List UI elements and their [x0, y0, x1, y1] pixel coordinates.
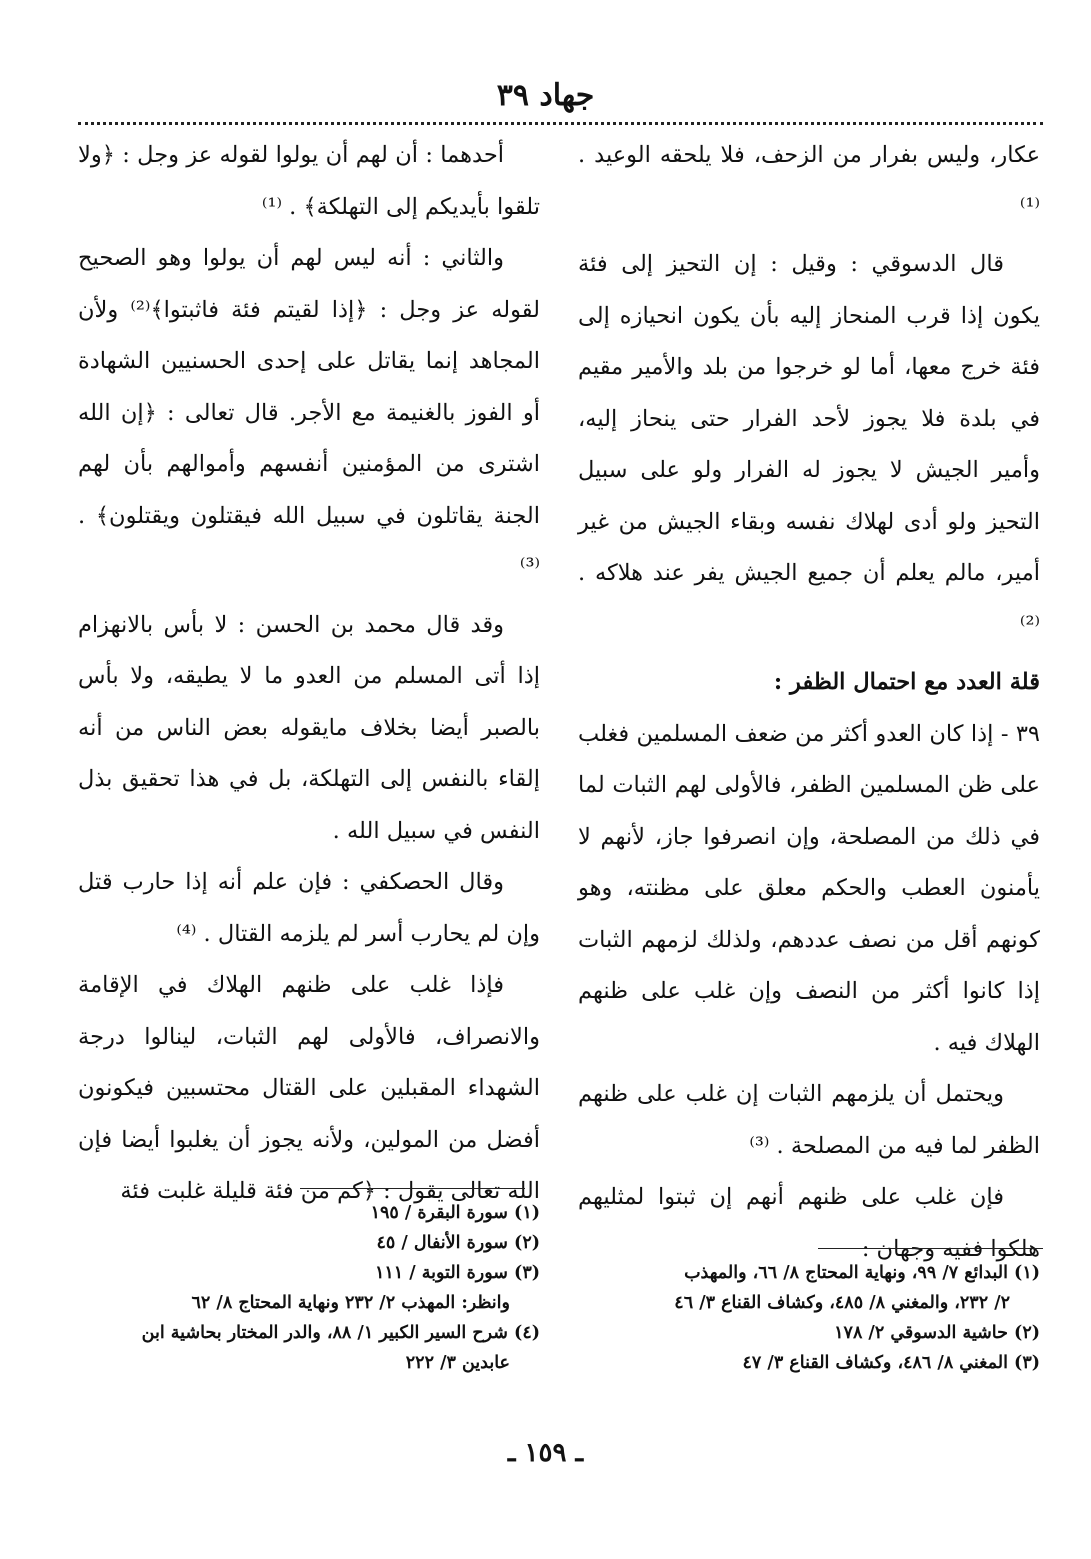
header-divider — [78, 122, 1043, 125]
footnote-3-right: (٣) المغني ٨/ ٤٨٦، وكشاف القناع ٣/ ٤٧ — [742, 1353, 1040, 1373]
footnote-4-left: (٤) شرح السير الكبير ١/ ٨٨، والدر المختار بحاشية ابن — [141, 1323, 540, 1343]
left-paragraph-1: أحدهما : أن لهم أن يولوا لقوله عز وجل : ﴿ولا تلقوا بأيديكم إلى التهلكة﴾ . ⁽¹⁾ — [78, 142, 540, 220]
page-number: ـ ١٥٩ ـ — [507, 1438, 584, 1468]
footnote-2-right: (٢) حاشية الدسوقي ٢/ ١٧٨ — [834, 1323, 1040, 1343]
left-paragraph-5: فإذا غلب على ظنهم الهلاك في الإقامة والانصراف، فالأولى لهم الثبات، لينالوا درجة الشهداء المقبلين على القتال محتسبين فيكونون أفضل من المولين، ولأنه يجوز أن يغلبوا أيضا فإن الله تعالى يقول : ﴿كم من فئة قليلة غلبت فئة — [78, 972, 540, 1204]
footnote-1-right: (١) البدائع ٧/ ٩٩، ونهاية المحتاج ٨/ ٦٦، والمهذب — [684, 1263, 1040, 1283]
left-paragraph-4: وقال الحصكفي : فإن علم أنه إذا حارب قتل وإن لم يحارب أسر لم يلزمه القتال . ⁽⁴⁾ — [78, 869, 540, 947]
footnote-3-left: (٣) سورة التوبة / ١١١ — [374, 1263, 540, 1283]
right-paragraph-2: قال الدسوقي : وقيل : إن التحيز إلى فئة يكون إذا قرب المنحاز إليه بأن يكون انحيازه إلى فئة خرج معها، أما لو خرجوا من بلد والأمير مقيم في بلدة فلا يجوز لأحد الفرار حتى ينحاز إليه، وأمير الجيش لا يجوز له الفرار ولو على سبيل التحيز ولو أدى لهلاك نفسه وبقاء الجيش من غير أمير، مالم يعلم أن جميع الجيش يفر عند هلاكه . ⁽²⁾ — [578, 251, 1040, 638]
footnote-3-left-cont: وانظر: المهذب ٢/ ٢٣٢ ونهاية المحتاج ٨/ ٦٢ — [191, 1293, 510, 1313]
footnote-divider-right — [818, 1248, 1043, 1249]
left-paragraph-2: والثاني : أنه ليس لهم أن يولوا وهو الصحيح لقوله عز وجل : ﴿إذا لقيتم فئة فاثبتوا﴾⁽²⁾ ولأن المجاهد إنما يقاتل على إحدى الحسنيين الشهادة أو الفوز بالغنيمة مع الأجر. قال تعالى : ﴿إن الله اشترى من المؤمنين أنفسهم وأموالهم بأن لهم الجنة يقاتلون في سبيل الله فيقتلون ويقتلون﴾ . ⁽³⁾ — [78, 245, 540, 580]
footnotes-right — [578, 1258, 1040, 1378]
left-column — [78, 130, 540, 1218]
section-heading: قلة العدد مع احتمال الظفر : — [773, 669, 1040, 695]
right-column — [578, 130, 1040, 1275]
footnote-divider-left — [300, 1188, 525, 1189]
right-paragraph-5: فإن غلب على ظنهم أنهم إن ثبتوا لمثليهم هلكوا ففيه وجهان : — [578, 1184, 1040, 1262]
footnote-1-right-cont: ٢/ ٢٣٢، والمغني ٨/ ٤٨٥، وكشاف القناع ٣/ ٤٦ — [674, 1293, 1010, 1313]
page-title: جهاد ٣٩ — [496, 78, 595, 113]
right-paragraph-4: ويحتمل أن يلزمهم الثبات إن غلب على ظنهم الظفر لما فيه من المصلحة . ⁽³⁾ — [578, 1081, 1040, 1159]
left-paragraph-3: وقد قال محمد بن الحسن : لا بأس بالانهزام إذا أتى المسلم من العدو ما لا يطيقه، ولا بأس بالصبر أيضا بخلاف مايقوله بعض الناس من أنه إلقاء بالنفس إلى التهلكة، بل في هذا تحقيق بذل النفس في سبيل الله . — [78, 611, 540, 844]
footnote-2-left: (٢) سورة الأنفال / ٤٥ — [376, 1233, 540, 1253]
footnote-1-left: (١) سورة البقرة / ١٩٥ — [370, 1203, 540, 1223]
right-paragraph-1: عكار، وليس بفرار من الزحف، فلا يلحقه الوعيد . ⁽¹⁾ — [578, 142, 1040, 220]
footnotes-left — [78, 1198, 540, 1378]
right-paragraph-3: ٣٩ - إذا كان العدو أكثر من ضعف المسلمين فغلب على ظن المسلمين الظفر، فالأولى لهم الثبات لما في ذلك من المصلحة، وإن انصرفوا جاز، لأنهم لا يأمنون العطب والحكم معلق على مظنته، وهو كونهم أقل من نصف عددهم، ولذلك لزمهم الثبات إذا كانوا أكثر من النصف وإن غلب على ظنهم الهلاك فيه . — [578, 720, 1040, 1056]
footnote-4-left-cont: عابدين ٣/ ٢٢٢ — [405, 1353, 510, 1373]
